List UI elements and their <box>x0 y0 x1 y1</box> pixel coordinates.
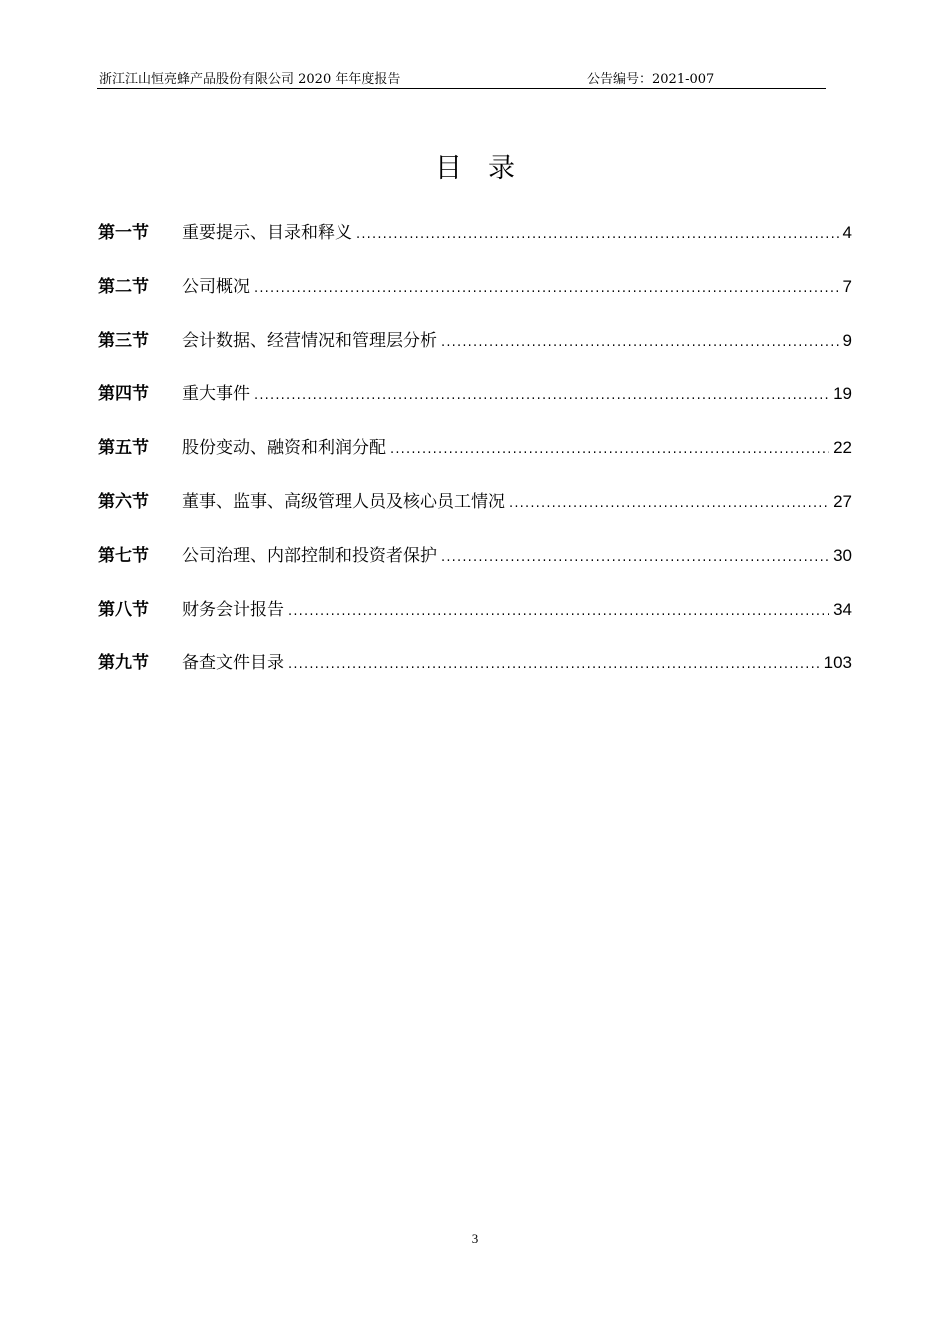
toc-section-title: 重大事件 <box>182 384 250 405</box>
toc-section-label: 第六节 <box>98 491 149 512</box>
toc-section-label: 第一节 <box>98 223 149 243</box>
toc-page-number: 19 <box>833 384 852 404</box>
toc-entry-1[interactable] <box>98 218 852 272</box>
toc-page-number: 103 <box>823 653 852 673</box>
page-header <box>97 66 826 89</box>
toc-section-label: 第七节 <box>98 545 149 566</box>
toc-section-label: 第三节 <box>98 330 149 351</box>
toc-dot-leader <box>509 496 829 511</box>
toc-dot-leader <box>441 335 839 350</box>
toc-dot-leader <box>288 604 829 619</box>
header-company-report: 浙江江山恒亮蜂产品股份有限公司 2020 年年度报告 <box>99 72 401 87</box>
toc-section-title: 股份变动、融资和利润分配 <box>182 438 386 459</box>
toc-section-label: 第九节 <box>98 653 149 674</box>
toc-entry-8[interactable] <box>98 595 852 649</box>
toc-section-title: 董事、监事、高级管理人员及核心员工情况 <box>182 491 505 512</box>
toc-entry-4[interactable] <box>98 379 852 433</box>
table-of-contents <box>98 218 852 702</box>
toc-entry-5[interactable] <box>98 433 852 487</box>
toc-section-title: 公司治理、内部控制和投资者保护 <box>182 545 437 566</box>
toc-page-number: 30 <box>833 545 852 565</box>
page-number-footer: 3 <box>471 1231 479 1246</box>
header-notice-number: 公告编号：2021-007 <box>587 72 715 87</box>
toc-section-title: 备查文件目录 <box>182 653 284 674</box>
toc-entry-7[interactable] <box>98 541 852 595</box>
toc-section-title: 财务会计报告 <box>182 599 284 620</box>
toc-page-number: 34 <box>833 599 852 619</box>
toc-entry-6[interactable] <box>98 487 852 541</box>
toc-section-title: 会计数据、经营情况和管理层分析 <box>182 330 437 351</box>
toc-entry-9[interactable] <box>98 648 852 702</box>
toc-dot-leader <box>254 281 839 296</box>
toc-section-label: 第五节 <box>98 438 149 459</box>
toc-page-number: 4 <box>842 223 852 242</box>
page-title: 目录 <box>435 153 541 184</box>
toc-section-label: 第二节 <box>98 276 149 297</box>
toc-page-number: 9 <box>842 330 852 350</box>
toc-page-number: 27 <box>833 491 852 511</box>
toc-section-label: 第四节 <box>98 384 149 405</box>
toc-dot-leader <box>288 657 820 672</box>
toc-entry-3[interactable] <box>98 326 852 380</box>
toc-dot-leader <box>390 442 829 457</box>
toc-section-title: 公司概况 <box>182 276 250 297</box>
toc-dot-leader <box>254 388 829 403</box>
toc-entry-2[interactable] <box>98 272 852 326</box>
toc-dot-leader <box>356 227 839 242</box>
toc-dot-leader <box>441 550 829 565</box>
toc-page-number: 22 <box>833 438 852 458</box>
toc-section-title: 重要提示、目录和释义 <box>182 223 352 243</box>
toc-page-number: 7 <box>842 276 852 296</box>
toc-section-label: 第八节 <box>98 599 149 620</box>
